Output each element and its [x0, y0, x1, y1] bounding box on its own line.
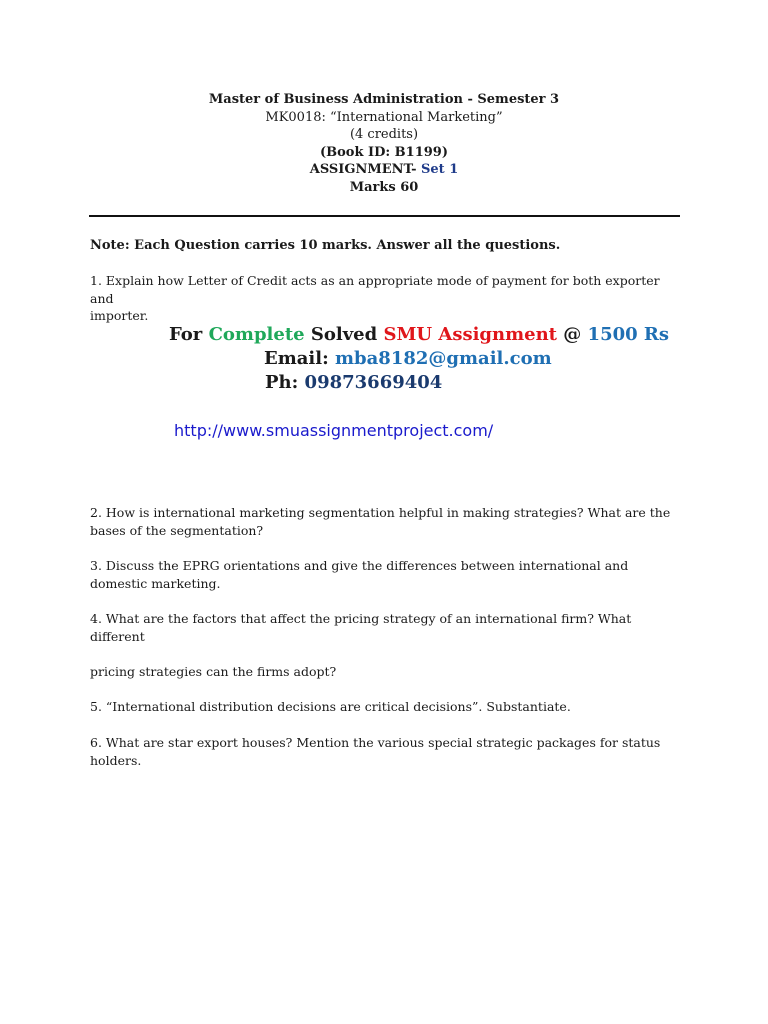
question-2: 2. How is international marketing segmentation helpful in making strategies? What are the bases of the segmentation?	[90, 505, 671, 538]
question-1-line-3: importer.	[90, 308, 149, 323]
question-4	[90, 610, 680, 645]
email-label: Email:	[264, 348, 336, 369]
question-1-line-2: and	[90, 290, 114, 306]
question-3: 3. Discuss the EPRG orientations and give the differences between international and domestic marketing.	[90, 558, 629, 591]
question-6: 6. What are star export houses? Mention the various special strategic packages for status holders.	[90, 735, 661, 768]
promo-solved: Solved	[304, 324, 384, 345]
assignment-line	[0, 161, 768, 179]
horizontal-divider	[89, 215, 680, 217]
promo-headline	[0, 323, 768, 347]
promo-smu-assignment: SMU Assignment	[383, 324, 557, 345]
promo-at: @	[557, 324, 588, 345]
question-1	[90, 272, 680, 325]
set-label: Set 1	[421, 162, 459, 177]
question-4-line-1: 4. What are the factors that affect the pricing strategy of an international firm? What	[90, 611, 632, 626]
program-title: Master of Business Administration - Semester 3	[208, 92, 560, 107]
question-5: 5. “International distribution decisions are critical decisions”. Substantiate.	[90, 699, 571, 714]
question-4-continued: pricing strategies can the firms adopt?	[90, 664, 337, 679]
website-link[interactable]: http://www.smuassignmentproject.com/	[174, 421, 494, 440]
phone-number: 09873669404	[304, 372, 443, 393]
promo-email-line	[0, 347, 768, 371]
total-marks: Marks 60	[349, 179, 419, 195]
question-4-line-2: different	[90, 628, 145, 644]
document-header	[0, 91, 768, 196]
phone-label: Ph:	[265, 372, 305, 393]
note-text: Note: Each Question carries 10 marks. Answer all the questions.	[90, 238, 561, 253]
email-address[interactable]: mba8182@gmail.com	[335, 348, 552, 369]
assignment-label: ASSIGNMENT-	[309, 162, 422, 177]
promo-phone-line	[0, 371, 768, 395]
promo-for: For	[169, 324, 209, 345]
course-code: MK0018: “International Marketing”	[265, 109, 503, 125]
book-id: (Book ID: B1199)	[319, 144, 448, 160]
promo-price: 1500 Rs	[587, 324, 670, 345]
promo-complete: Complete	[208, 324, 305, 345]
credits: (4 credits)	[349, 127, 419, 142]
question-1-line-1: 1. Explain how Letter of Credit acts as an appropriate mode of payment for both exporter	[90, 273, 660, 288]
